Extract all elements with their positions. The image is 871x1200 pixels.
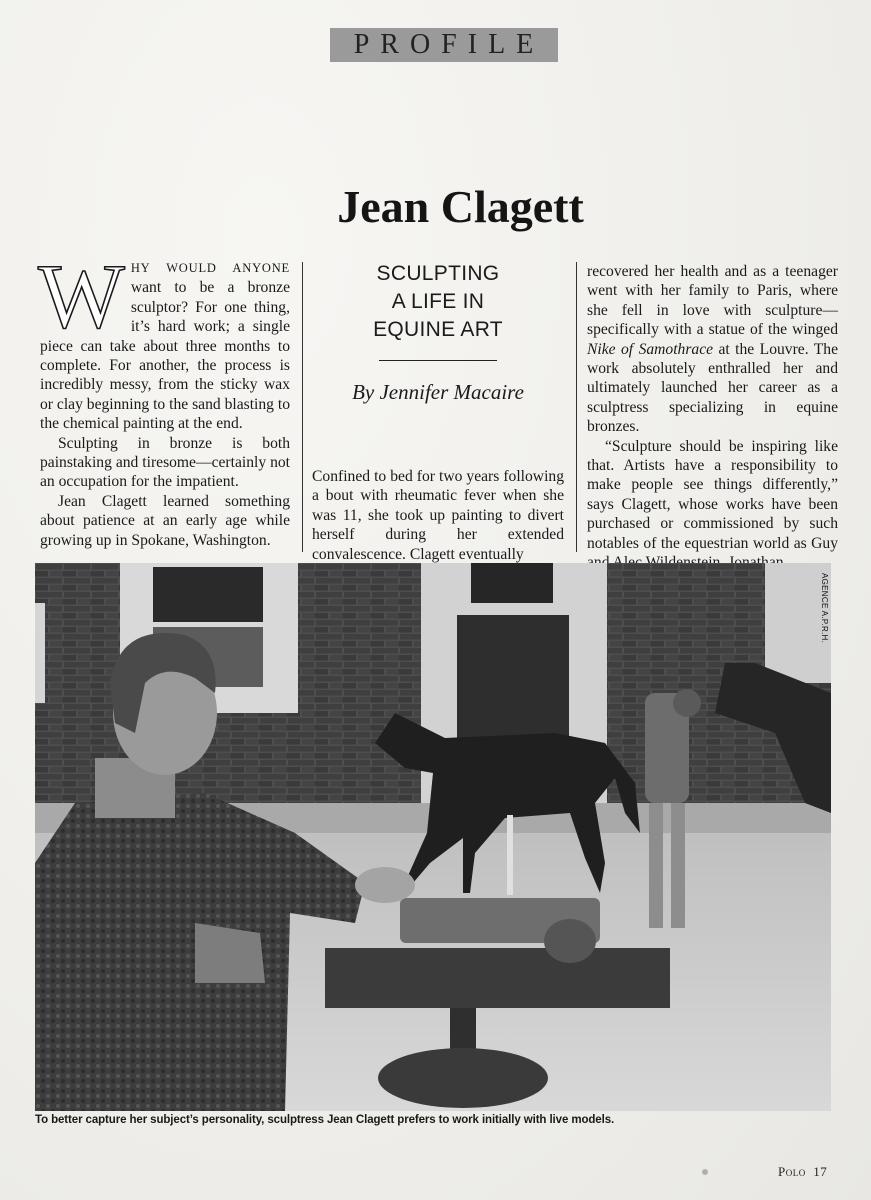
paragraph: “Sculpture should be inspiring like that. Artists have a responsibility to make people see things differently,” says Clagett, whose works have been purchased or commissioned by such notables of the equestrian world as Guy (587, 437, 838, 552)
paragraph-text: at the Louvre. The work absolutely enthralled her and ultimately launched her career as a sculptress specializing in equine bronzes. (587, 340, 838, 436)
paragraph-text: recovered her health and as a teenager went with her family to Paris, where she fell in love with sculpture—specifically with a statue of the winged (587, 263, 838, 339)
deck-line: SCULPTING (376, 262, 500, 285)
deck-line: EQUINE ART (373, 318, 503, 341)
deck-divider (379, 360, 497, 361)
photo-illustration (35, 563, 831, 1111)
article-deck (312, 260, 564, 344)
lead-in-caps: HY WOULD ANYONE (130, 261, 290, 275)
paragraph (38, 245, 290, 434)
byline: By Jennifer Macaire (352, 380, 524, 404)
page-mark (702, 1169, 708, 1175)
photo-caption: To better capture her subject’s personality, sculptress Jean Clagett prefers to work initially with live models. (35, 1114, 615, 1126)
column-3 (587, 262, 838, 573)
paragraph-text: want to be a bronze sculptor? For one thing, it’s hard work; a single piece can take about three months to complete. For another, the process is incredibly messy, from the sticky wax or clay beginning to the sand blasting to the chemical painting at the end. (40, 279, 290, 433)
column-divider (576, 262, 577, 552)
deck-line: A LIFE IN (391, 290, 485, 313)
column-2 (312, 258, 564, 564)
paragraph: Sculpting in bronze is both painstaking and tiresome—certainly not an occupation for the impatient. (40, 434, 290, 491)
article-photo (35, 563, 831, 1111)
magazine-name: Polo (778, 1164, 806, 1179)
section-label: PROFILE (353, 29, 545, 60)
paragraph: Jean Clagett learned something about patience at an early age while growing up in Spokane, Washington. (40, 492, 290, 549)
drop-cap: W (38, 245, 125, 347)
column-divider (302, 262, 303, 552)
page-number: 17 (813, 1164, 828, 1179)
page-footer (778, 1164, 827, 1180)
section-header (330, 28, 558, 62)
photo-credit: AGENCE A.P.R.H. (820, 573, 829, 644)
paragraph (587, 262, 838, 437)
artwork-title: Nike of Samothrace (587, 340, 714, 358)
article-title: Jean Clagett (337, 181, 584, 232)
column-1 (38, 245, 290, 550)
paragraph: Confined to bed for two years following a bout with rheumatic fever when she was 11, she took up painting to divert herself during her extended convalescence. Clagett eventually (312, 468, 564, 563)
